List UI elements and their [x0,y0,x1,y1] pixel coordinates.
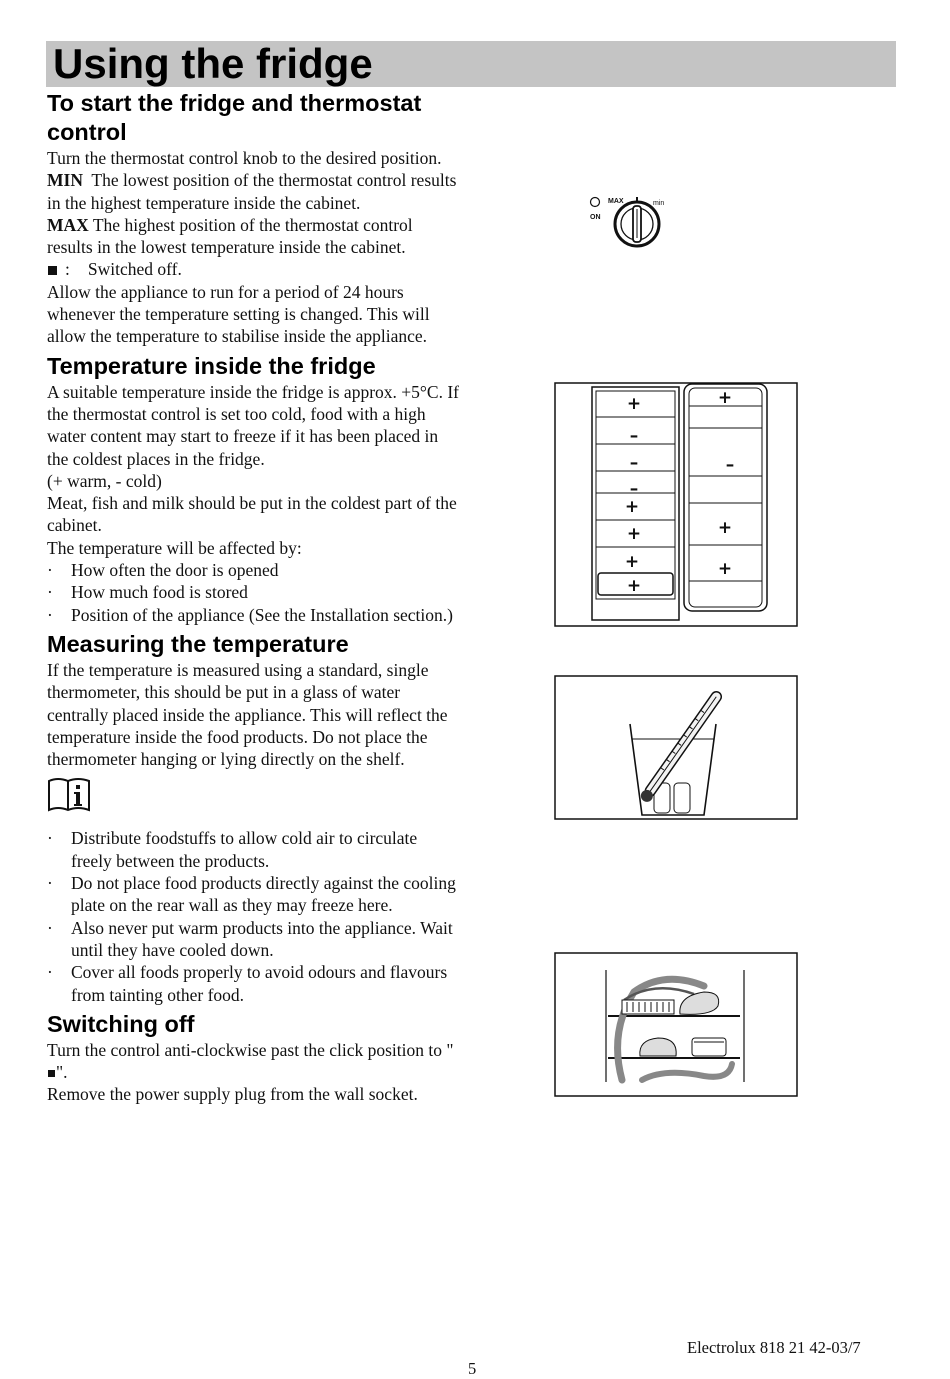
temperature-p3: Meat, fish and milk should be put in the coldest part of the cabinet. [47,493,457,536]
thermostat-knob-figure [586,192,672,254]
zone-sign-left: + [624,552,640,572]
zone-sign-left: + [626,524,642,544]
zone-sign-right: – [725,455,735,475]
tip-bullet: · Cover all foods properly to avoid odours and flavours from tainting other food. [47,961,459,1006]
off-paragraph [47,258,459,280]
temperature-bullet: · How often the door is opened [47,559,459,581]
max-label: MAX [47,214,89,235]
max-text: The highest position of the thermostat control results in the lowest temperature inside the cabinet. [47,214,413,258]
switching-off-p1 [47,1039,459,1084]
zone-sign-left: – [629,479,639,499]
measuring-p1: If the temperature is measured using a standard, single thermometer, this should be put in a glass of water centrally placed inside the appliance. This will reflect the temperature inside the food products. Do not place the thermometer hanging or lying directly on the shelf. [47,659,448,770]
max-paragraph [47,214,459,259]
fridge-zones-figure [554,381,799,629]
title-bar [46,41,896,87]
switching-off-text-after: ". [56,1062,68,1083]
tip-bullet: · Also never put warm products into the appliance. Wait until they have cooled down. [47,917,459,962]
zone-sign-right: + [717,559,733,579]
switching-off-text-before: Turn the control anti-clockwise past the click position to " [47,1039,454,1060]
zone-sign-left: + [626,576,642,596]
tip-bullet: · Do not place food products directly against the cooling plate on the rear wall as they may freeze here. [47,872,459,917]
allow-paragraph: Allow the appliance to run for a period of 24 hours whenever the temperature setting is changed. This will allow the temperature to stabilise inside the appliance. [47,281,430,347]
on-indicator-icon [591,198,600,207]
min-label: MIN [47,170,83,191]
heading-measuring: Measuring the temperature [47,630,349,657]
heading-temperature: Temperature inside the fridge [47,352,376,379]
page-title: Using the fridge [53,40,373,87]
off-text: Switched off. [87,259,182,280]
zone-sign-right: + [717,388,733,408]
thermometer-glass-figure [554,675,799,821]
switching-off-p2: Remove the power supply plug from the wall socket. [47,1084,418,1105]
temperature-p2: (+ warm, - cold) [47,470,162,491]
temperature-bullet: · Position of the appliance (See the Installation section.) [47,604,459,626]
footer-doc-ref: Electrolux 818 21 42-03/7 [687,1338,861,1357]
page-number: 5 [468,1359,477,1378]
zone-sign-left: – [629,453,639,473]
temperature-bullet: · How much food is stored [47,581,459,603]
info-book-icon [47,777,91,813]
zone-sign-right: + [717,518,733,538]
knob-max-label: MAX [608,198,624,205]
temperature-p4: The temperature will be affected by: [47,537,302,558]
heading-start: To start the fridge and thermostat control [47,90,422,145]
start-intro: Turn the thermostat control knob to the desired position. [47,148,442,168]
heading-switching-off: Switching off [47,1010,195,1037]
food-storage-figure [554,952,799,1098]
knob-min-label: min [653,200,665,207]
info-icon-wrap [47,770,459,827]
knob-on-label: ON [590,214,601,221]
off-square-icon [48,266,57,275]
off-separator: : [65,259,70,280]
tip-bullet: · Distribute foodstuffs to allow cold air to circulate freely between the products. [47,827,459,872]
min-text: The lowest position of the thermostat control results in the highest temperature inside the cabinet. [47,170,457,213]
zone-sign-left: + [626,394,642,414]
off-square-icon [48,1070,55,1077]
text-column [47,89,459,1106]
min-paragraph [47,169,459,214]
zone-sign-left: – [629,426,639,446]
zone-sign-left: + [624,497,640,517]
temperature-p1: A suitable temperature inside the fridge is approx. +5°C. If the thermostat control is set too cold, food with a high water content may start to freeze if it has been placed in the coldest places in the fridge. [47,381,459,469]
